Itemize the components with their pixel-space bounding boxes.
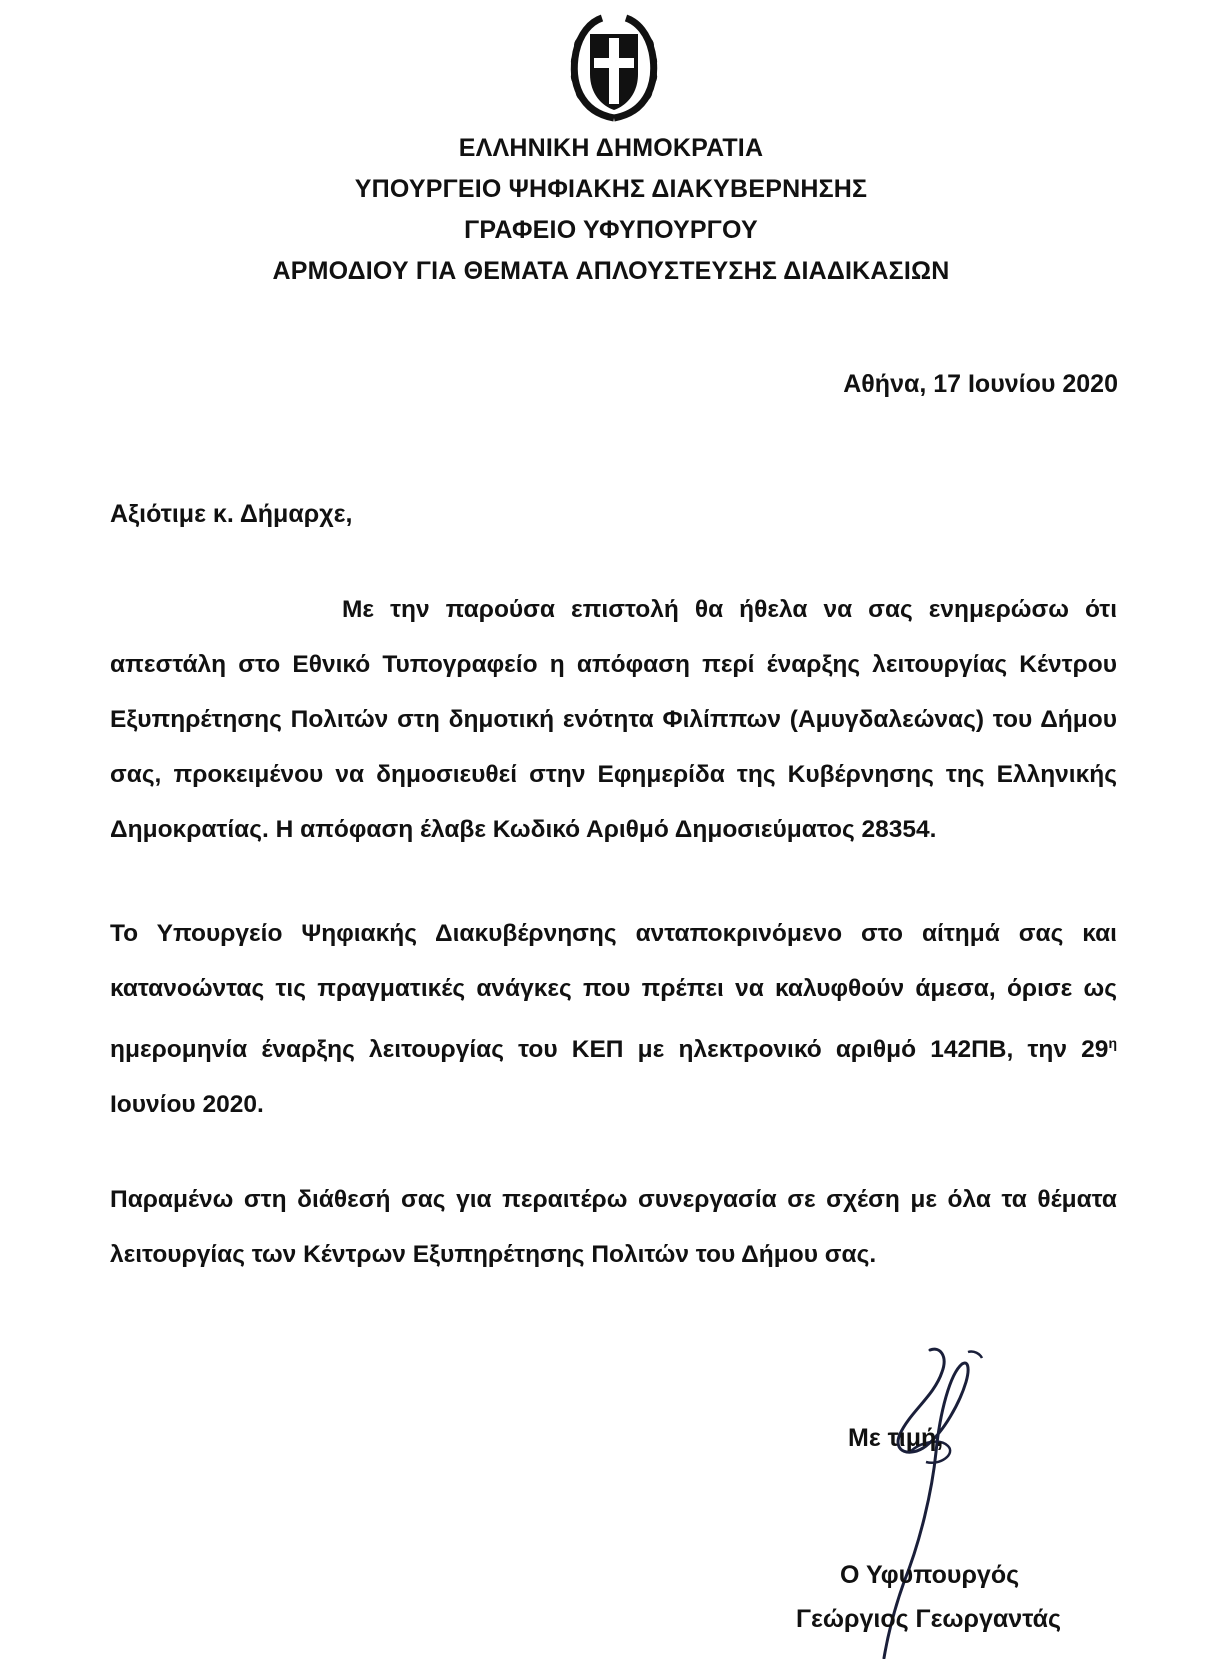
paragraph-3: Παραμένω στη διάθεσή σας για περαιτέρω συνεργασία σε σχέση με όλα τα θέματα λειτουργίας των Κέντρων Εξυπηρέτησης Πολιτών του Δήμου σας. bbox=[110, 1186, 1117, 1268]
closing-phrase: Με τιμή, bbox=[848, 1424, 944, 1452]
letterhead-ministry: ΥΠΟΥΡΓΕΙΟ ΨΗΦΙΑΚΗΣ ΔΙΑΚΥΒΕΡΝΗΣΗΣ bbox=[354, 175, 868, 203]
letterhead-responsibility: ΑΡΜΟΔΙΟΥ ΓΙΑ ΘΕΜΑΤΑ ΑΠΛΟΥΣΤΕΥΣΗΣ ΔΙΑΔΙΚΑΣΙΩΝ bbox=[272, 257, 950, 285]
paragraph-2 bbox=[110, 906, 1117, 1132]
signatory-name: Γεώργιος Γεωργαντάς bbox=[796, 1605, 1062, 1633]
letter-date: Αθήνα, 17 Ιουνίου 2020 bbox=[843, 370, 1118, 398]
letterhead-office: ΓΡΑΦΕΙΟ ΥΦΥΠΟΥΡΓΟΥ bbox=[464, 216, 758, 244]
letterhead-country: ΕΛΛΗΝΙΚΗ ΔΗΜΟΚΡΑΤΙΑ bbox=[458, 134, 764, 162]
paragraph-1: Με την παρούσα επιστολή θα ήθελα να σας ενημερώσω ότι απεστάλη στο Εθνικό Τυπογραφείο η απόφαση περί έναρξης λειτουργίας Κέντρου Εξυπηρέτησης Πολιτών στη δημοτική ενότητα Φιλίππων (Αμυγδαλεώνας) του Δήμου σας, προκειμένου να δημοσιευθεί στην Εφημερίδα της Κυβέρνησης της Ελληνικής Δημοκρατίας. Η απόφαση έλαβε Κωδικό Αριθμό Δημοσιεύματος 28354. bbox=[110, 596, 1117, 843]
paragraph-2-text: Το Υπουργείο Ψηφιακής Διακυβέρνησης ανταποκρινόμενο στο αίτημά σας και κατανοώντας τις πραγματικές ανάγκες που πρέπει να καλυφθούν άμεσα, όρισε ως ημερομηνία έναρξης λειτουργίας του ΚΕΠ με ηλεκτρονικό αριθμό 142ΠΒ, την 29 bbox=[110, 920, 1117, 1064]
greek-emblem-icon bbox=[566, 12, 662, 124]
signatory-title: Ο Υφυπουργός bbox=[840, 1561, 1020, 1589]
ordinal-superscript: η bbox=[1108, 1035, 1117, 1051]
salutation: Αξιότιμε κ. Δήμαρχε, bbox=[110, 500, 353, 528]
letterhead bbox=[0, 128, 1222, 292]
paragraph-2-date: Ιουνίου 2020. bbox=[110, 1091, 264, 1119]
